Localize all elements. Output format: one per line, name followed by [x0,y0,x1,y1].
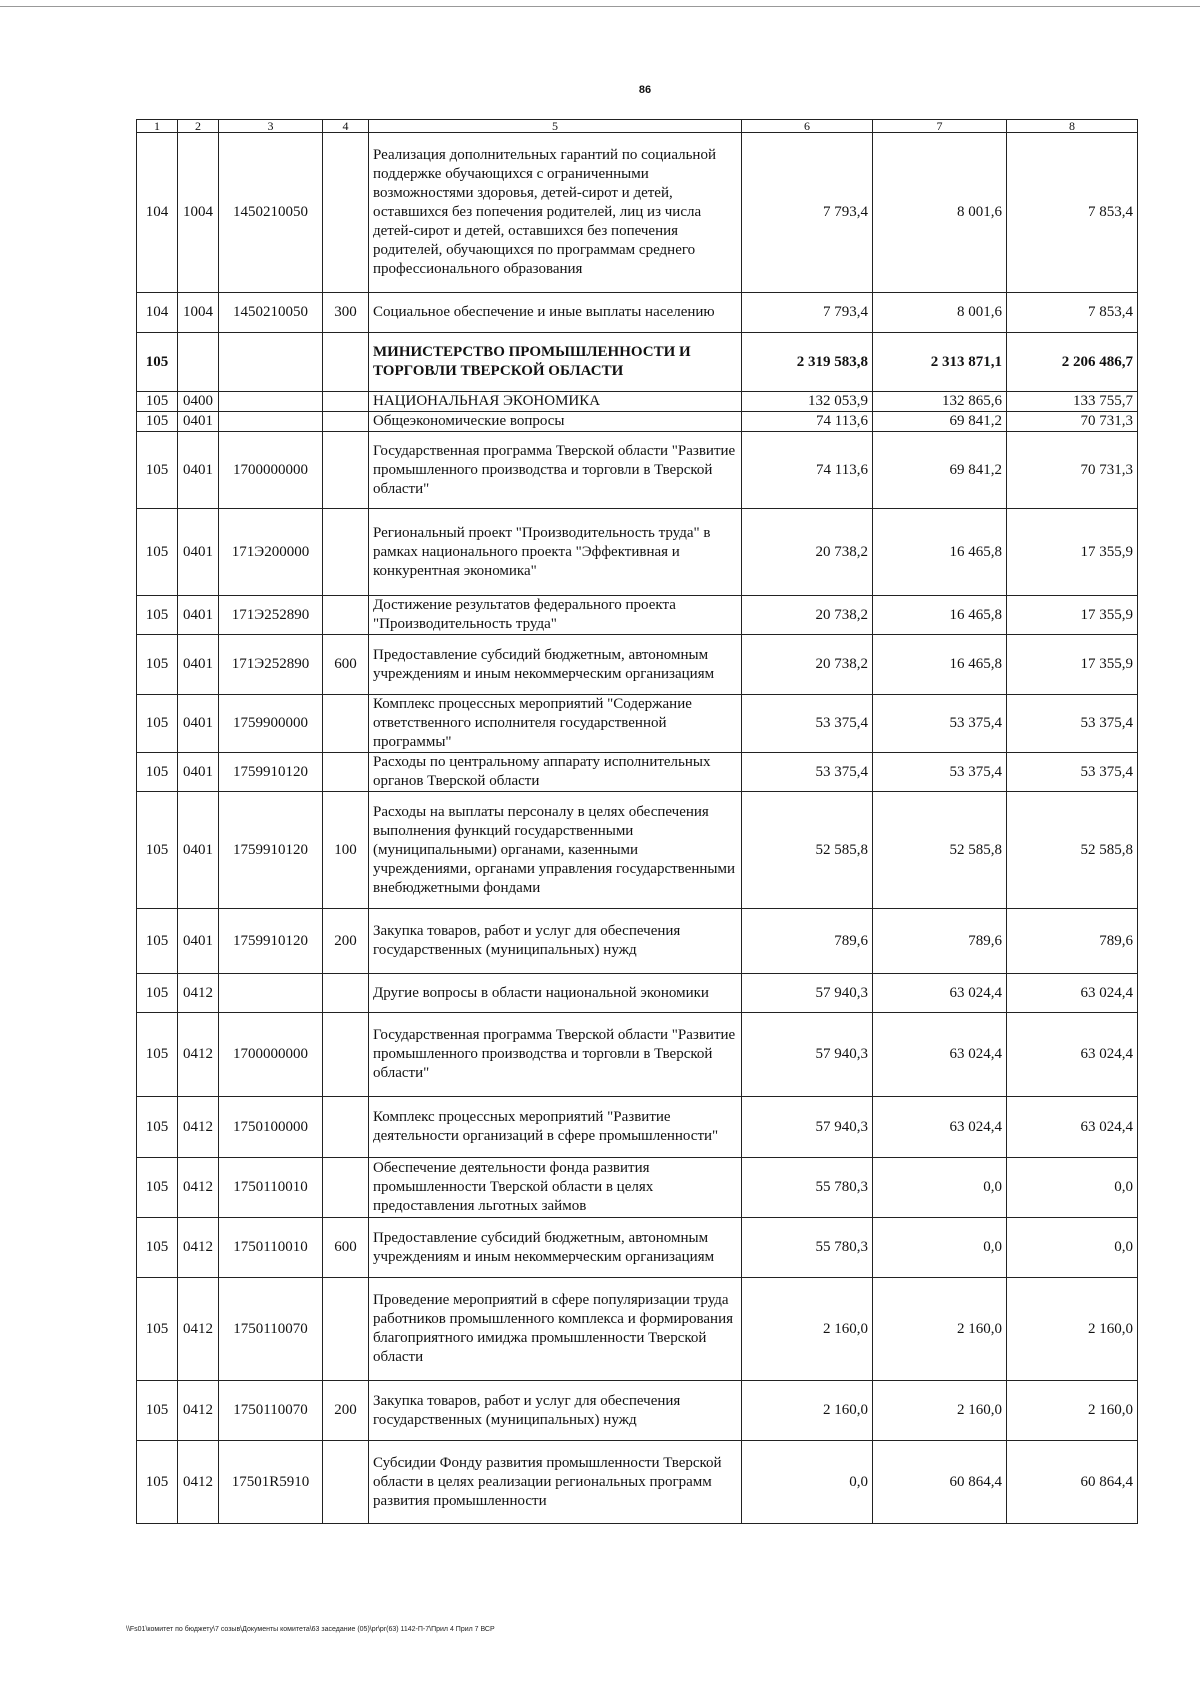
header-row [137,120,1138,133]
amount-year1-cell: 20 738,2 [742,596,873,635]
amount-year1-cell: 789,6 [742,909,873,974]
section-code-cell: 0412 [178,1278,219,1381]
target-article-cell [219,392,323,412]
table-row [137,1381,1138,1441]
table-row [137,392,1138,412]
expense-type-cell [323,412,369,432]
budget-table [136,119,1138,1524]
table-row [137,1013,1138,1097]
table-row [137,909,1138,974]
amount-year3-cell: 17 355,9 [1007,509,1138,596]
section-code-cell [178,333,219,392]
target-article-cell: 1700000000 [219,432,323,509]
expense-type-cell [323,1278,369,1381]
ministry-code-cell: 105 [137,635,178,695]
target-article-cell: 1759900000 [219,695,323,753]
amount-year3-cell: 52 585,8 [1007,792,1138,909]
item-name-cell: Реализация дополнительных гарантий по социальной поддержке обучающихся с ограниченными возможностями здоровья, детей-сирот и детей, оставшихся без попечения родителей, лиц из числа детей-сирот и детей, оставшихся без попечения родителей, обучающихся по программам среднего профессионального образования [369,133,742,293]
amount-year2-cell: 53 375,4 [873,695,1007,753]
target-article-cell: 1750110010 [219,1218,323,1278]
ministry-code-cell: 105 [137,333,178,392]
amount-year3-cell: 2 160,0 [1007,1278,1138,1381]
expense-type-cell [323,509,369,596]
amount-year1-cell: 53 375,4 [742,753,873,792]
section-code-cell: 0412 [178,1013,219,1097]
amount-year3-cell: 60 864,4 [1007,1441,1138,1524]
amount-year1-cell: 55 780,3 [742,1218,873,1278]
table-row [137,333,1138,392]
target-article-cell: 1750100000 [219,1097,323,1158]
ministry-code-cell: 104 [137,133,178,293]
ministry-code-cell: 105 [137,1218,178,1278]
section-code-cell: 0412 [178,974,219,1013]
table-row [137,1218,1138,1278]
column-header: 6 [742,120,873,133]
amount-year1-cell: 7 793,4 [742,293,873,333]
table-row [137,293,1138,333]
section-code-cell: 0412 [178,1441,219,1524]
amount-year3-cell: 17 355,9 [1007,596,1138,635]
target-article-cell: 1759910120 [219,792,323,909]
amount-year1-cell: 74 113,6 [742,432,873,509]
item-name-cell: Проведение мероприятий в сфере популяризации труда работников промышленного комплекса и формирования благоприятного имиджа промышленности Тверской области [369,1278,742,1381]
item-name-cell: Расходы на выплаты персоналу в целях обеспечения выполнения функций государственными (муниципальными) органами, казенными учреждениями, органами управления государственными внебюджетными фондами [369,792,742,909]
amount-year2-cell: 63 024,4 [873,1097,1007,1158]
amount-year3-cell: 63 024,4 [1007,974,1138,1013]
section-code-cell: 0401 [178,753,219,792]
ministry-code-cell: 105 [137,1441,178,1524]
expense-type-cell [323,333,369,392]
item-name-cell: НАЦИОНАЛЬНАЯ ЭКОНОМИКА [369,392,742,412]
table-row [137,1441,1138,1524]
table-row [137,974,1138,1013]
section-code-cell: 0401 [178,412,219,432]
table-row [137,1158,1138,1218]
table-row [137,412,1138,432]
ministry-code-cell: 105 [137,753,178,792]
section-code-cell: 0412 [178,1158,219,1218]
item-name-cell: Социальное обеспечение и иные выплаты населению [369,293,742,333]
target-article-cell: 1450210050 [219,133,323,293]
amount-year1-cell: 20 738,2 [742,635,873,695]
amount-year1-cell: 57 940,3 [742,1013,873,1097]
section-code-cell: 0401 [178,909,219,974]
amount-year2-cell: 2 160,0 [873,1278,1007,1381]
amount-year1-cell: 20 738,2 [742,509,873,596]
ministry-code-cell: 105 [137,695,178,753]
amount-year1-cell: 57 940,3 [742,974,873,1013]
expense-type-cell [323,1013,369,1097]
amount-year2-cell: 69 841,2 [873,412,1007,432]
amount-year2-cell: 789,6 [873,909,1007,974]
target-article-cell: 1750110010 [219,1158,323,1218]
amount-year2-cell: 69 841,2 [873,432,1007,509]
amount-year2-cell: 63 024,4 [873,974,1007,1013]
amount-year2-cell: 63 024,4 [873,1013,1007,1097]
expense-type-cell [323,753,369,792]
expense-type-cell: 300 [323,293,369,333]
expense-type-cell [323,392,369,412]
amount-year3-cell: 0,0 [1007,1218,1138,1278]
table-row [137,695,1138,753]
item-name-cell: Расходы по центральному аппарату исполнительных органов Тверской области [369,753,742,792]
amount-year1-cell: 2 160,0 [742,1381,873,1441]
amount-year3-cell: 2 206 486,7 [1007,333,1138,392]
target-article-cell [219,412,323,432]
expense-type-cell [323,432,369,509]
amount-year3-cell: 70 731,3 [1007,432,1138,509]
amount-year1-cell: 52 585,8 [742,792,873,909]
expense-type-cell [323,596,369,635]
expense-type-cell: 600 [323,635,369,695]
section-code-cell: 0401 [178,695,219,753]
amount-year3-cell: 53 375,4 [1007,695,1138,753]
ministry-code-cell: 105 [137,1158,178,1218]
scan-top-edge [0,6,1200,7]
amount-year3-cell: 7 853,4 [1007,133,1138,293]
table-row [137,133,1138,293]
amount-year1-cell: 7 793,4 [742,133,873,293]
item-name-cell: Предоставление субсидий бюджетным, автономным учреждениям и иным некоммерческим организациям [369,1218,742,1278]
section-code-cell: 0401 [178,509,219,596]
item-name-cell: Комплекс процессных мероприятий "Содержание ответственного исполнителя государственной программы" [369,695,742,753]
target-article-cell: 1750110070 [219,1278,323,1381]
expense-type-cell [323,974,369,1013]
amount-year3-cell: 63 024,4 [1007,1097,1138,1158]
item-name-cell: Общеэкономические вопросы [369,412,742,432]
amount-year2-cell: 2 313 871,1 [873,333,1007,392]
column-header: 7 [873,120,1007,133]
column-header: 1 [137,120,178,133]
target-article-cell [219,333,323,392]
amount-year3-cell: 53 375,4 [1007,753,1138,792]
item-name-cell: Государственная программа Тверской области "Развитие промышленного производства и торговли в Тверской области" [369,1013,742,1097]
amount-year1-cell: 55 780,3 [742,1158,873,1218]
section-code-cell: 1004 [178,293,219,333]
ministry-code-cell: 105 [137,909,178,974]
amount-year2-cell: 53 375,4 [873,753,1007,792]
expense-type-cell: 100 [323,792,369,909]
target-article-cell: 171Э252890 [219,596,323,635]
amount-year1-cell: 53 375,4 [742,695,873,753]
target-article-cell [219,974,323,1013]
expense-type-cell [323,1097,369,1158]
expense-type-cell: 200 [323,909,369,974]
amount-year1-cell: 57 940,3 [742,1097,873,1158]
amount-year3-cell: 63 024,4 [1007,1013,1138,1097]
ministry-code-cell: 105 [137,1013,178,1097]
ministry-code-cell: 105 [137,412,178,432]
column-header: 4 [323,120,369,133]
amount-year3-cell: 70 731,3 [1007,412,1138,432]
column-header: 3 [219,120,323,133]
section-code-cell: 1004 [178,133,219,293]
expense-type-cell [323,695,369,753]
amount-year2-cell: 60 864,4 [873,1441,1007,1524]
ministry-code-cell: 105 [137,509,178,596]
amount-year2-cell: 16 465,8 [873,635,1007,695]
amount-year2-cell: 8 001,6 [873,133,1007,293]
item-name-cell: Комплекс процессных мероприятий "Развитие деятельности организаций в сфере промышленности" [369,1097,742,1158]
amount-year1-cell: 74 113,6 [742,412,873,432]
table-row [137,432,1138,509]
expense-type-cell: 600 [323,1218,369,1278]
file-path-footer: \\Fs01\комитет по бюджету\7 созыв\Документы комитета\63 заседание (05)\pr\pr(63) 1142-П-7\Прил 4 Прил 7 ВСР [126,1626,495,1633]
item-name-cell: Закупка товаров, работ и услуг для обеспечения государственных (муниципальных) нужд [369,1381,742,1441]
ministry-code-cell: 105 [137,792,178,909]
amount-year3-cell: 7 853,4 [1007,293,1138,333]
ministry-code-cell: 105 [137,596,178,635]
target-article-cell: 1759910120 [219,909,323,974]
target-article-cell: 1700000000 [219,1013,323,1097]
amount-year2-cell: 0,0 [873,1158,1007,1218]
amount-year3-cell: 133 755,7 [1007,392,1138,412]
target-article-cell: 1450210050 [219,293,323,333]
ministry-code-cell: 105 [137,974,178,1013]
section-code-cell: 0400 [178,392,219,412]
amount-year2-cell: 0,0 [873,1218,1007,1278]
item-name-cell: Обеспечение деятельности фонда развития промышленности Тверской области в целях предоставления льготных займов [369,1158,742,1218]
section-code-cell: 0412 [178,1218,219,1278]
amount-year3-cell: 789,6 [1007,909,1138,974]
ministry-code-cell: 105 [137,1097,178,1158]
target-article-cell: 1750110070 [219,1381,323,1441]
amount-year2-cell: 2 160,0 [873,1381,1007,1441]
table-row [137,753,1138,792]
amount-year2-cell: 16 465,8 [873,509,1007,596]
section-code-cell: 0401 [178,792,219,909]
target-article-cell: 171Э252890 [219,635,323,695]
amount-year1-cell: 0,0 [742,1441,873,1524]
item-name-cell: Предоставление субсидий бюджетным, автономным учреждениям и иным некоммерческим организациям [369,635,742,695]
amount-year2-cell: 52 585,8 [873,792,1007,909]
expense-type-cell [323,1158,369,1218]
section-code-cell: 0401 [178,596,219,635]
target-article-cell: 17501R5910 [219,1441,323,1524]
item-name-cell: Субсидии Фонду развития промышленности Тверской области в целях реализации региональных программ развития промышленности [369,1441,742,1524]
amount-year2-cell: 132 865,6 [873,392,1007,412]
item-name-cell: Достижение результатов федерального проекта "Производительность труда" [369,596,742,635]
amount-year1-cell: 2 160,0 [742,1278,873,1381]
table-row [137,1097,1138,1158]
table-row [137,509,1138,596]
amount-year2-cell: 16 465,8 [873,596,1007,635]
table-row [137,1278,1138,1381]
section-code-cell: 0412 [178,1097,219,1158]
section-code-cell: 0412 [178,1381,219,1441]
item-name-cell: МИНИСТЕРСТВО ПРОМЫШЛЕННОСТИ И ТОРГОВЛИ ТВЕРСКОЙ ОБЛАСТИ [369,333,742,392]
table-row [137,635,1138,695]
ministry-code-cell: 105 [137,432,178,509]
section-code-cell: 0401 [178,432,219,509]
ministry-code-cell: 104 [137,293,178,333]
column-header: 2 [178,120,219,133]
amount-year1-cell: 2 319 583,8 [742,333,873,392]
amount-year3-cell: 17 355,9 [1007,635,1138,695]
expense-type-cell [323,133,369,293]
item-name-cell: Закупка товаров, работ и услуг для обеспечения государственных (муниципальных) нужд [369,909,742,974]
ministry-code-cell: 105 [137,1381,178,1441]
item-name-cell: Государственная программа Тверской области "Развитие промышленного производства и торговли в Тверской области" [369,432,742,509]
table-row [137,596,1138,635]
target-article-cell: 171Э200000 [219,509,323,596]
amount-year2-cell: 8 001,6 [873,293,1007,333]
amount-year1-cell: 132 053,9 [742,392,873,412]
ministry-code-cell: 105 [137,392,178,412]
amount-year3-cell: 0,0 [1007,1158,1138,1218]
table-row [137,792,1138,909]
target-article-cell: 1759910120 [219,753,323,792]
item-name-cell: Региональный проект "Производительность труда" в рамках национального проекта "Эффективная и конкурентная экономика" [369,509,742,596]
expense-type-cell: 200 [323,1381,369,1441]
column-header: 5 [369,120,742,133]
amount-year3-cell: 2 160,0 [1007,1381,1138,1441]
column-header: 8 [1007,120,1138,133]
expense-type-cell [323,1441,369,1524]
section-code-cell: 0401 [178,635,219,695]
ministry-code-cell: 105 [137,1278,178,1381]
page-number: 86 [638,84,652,96]
item-name-cell: Другие вопросы в области национальной экономики [369,974,742,1013]
